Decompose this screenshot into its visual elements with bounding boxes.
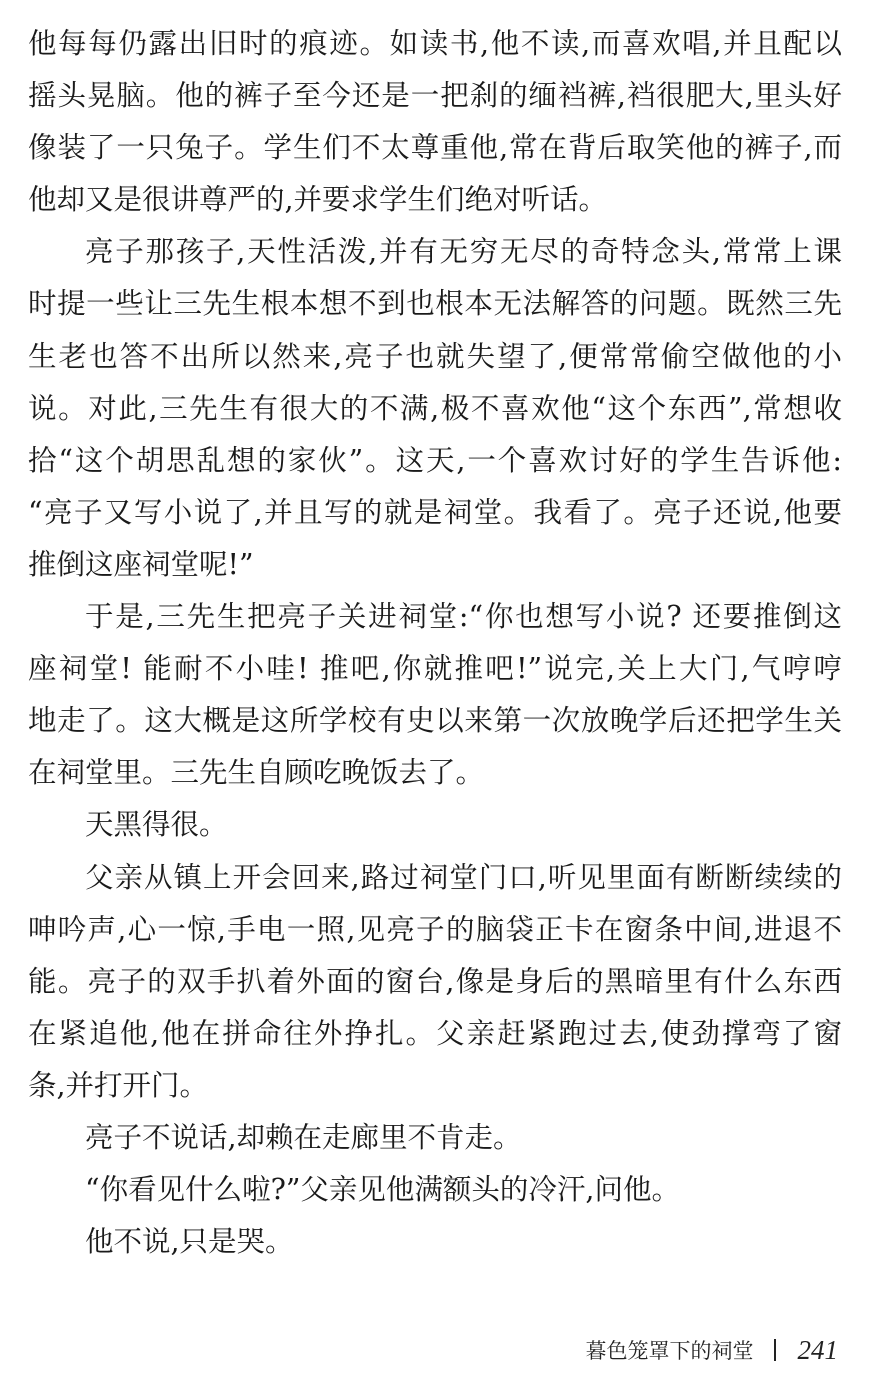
text-line: 说。对此,三先生有很大的不满,极不喜欢他“这个东西”,常想收 xyxy=(28,391,842,425)
paragraph xyxy=(28,799,842,851)
text-line: 生老也答不出所以然来,亮子也就失望了,便常常偷空做他的小 xyxy=(28,339,842,373)
text-line: 条,并打开门。 xyxy=(28,1068,209,1102)
text-line: 呻吟声,心一惊,手电一照,见亮子的脑袋正卡在窗条中间,进退不 xyxy=(28,912,842,946)
footer-divider xyxy=(774,1339,776,1361)
text-line: 亮子那孩子,天性活泼,并有无穷无尽的奇特念头,常常上课 xyxy=(85,235,842,269)
text-line: 亮子不说话,却赖在走廊里不肯走。 xyxy=(85,1120,522,1154)
page-number: 241 xyxy=(797,1334,838,1365)
text-line: 父亲从镇上开会回来,路过祠堂门口,听见里面有断断续续的 xyxy=(85,860,842,894)
text-line: 推倒这座祠堂呢!” xyxy=(28,547,254,581)
text-line: 摇头晃脑。他的裤子至今还是一把刹的缅裆裤,裆很肥大,里头好 xyxy=(28,79,842,113)
text-line: 在紧追他,他在拼命往外挣扎。父亲赶紧跑过去,使劲撑弯了窗 xyxy=(28,1016,842,1050)
text-line: 他不说,只是哭。 xyxy=(85,1225,294,1259)
text-line: 像装了一只兔子。学生们不太尊重他,常在背后取笑他的裤子,而 xyxy=(28,131,842,165)
text-line: “亮子又写小说了,并且写的就是祠堂。我看了。亮子还说,他要 xyxy=(28,495,842,529)
paragraph xyxy=(28,1216,842,1268)
text-line: 座祠堂! 能耐不小哇! 推吧,你就推吧!”说完,关上大门,气哼哼 xyxy=(28,652,842,686)
text-line: 在祠堂里。三先生自顾吃晚饭去了。 xyxy=(28,756,485,790)
text-line: 于是,三先生把亮子关进祠堂:“你也想写小说? 还要推倒这 xyxy=(85,600,842,634)
paragraph xyxy=(28,226,842,591)
paragraph xyxy=(28,852,842,1112)
text-line: 时提一些让三先生根本想不到也根本无法解答的问题。既然三先 xyxy=(28,287,842,321)
text-line: 能。亮子的双手扒着外面的窗台,像是身后的黑暗里有什么东西 xyxy=(28,964,842,998)
text-line: 他每每仍露出旧时的痕迹。如读书,他不读,而喜欢唱,并且配以 xyxy=(28,27,842,60)
text-line: 他却又是很讲尊严的,并要求学生们绝对听话。 xyxy=(28,183,608,217)
paragraph xyxy=(28,1164,842,1216)
text-line: 拾“这个胡思乱想的家伙”。这天,一个喜欢讨好的学生告诉他: xyxy=(28,443,842,477)
running-title: 暮色笼罩下的祠堂 xyxy=(585,1339,754,1363)
page-footer xyxy=(586,1333,839,1367)
body-text xyxy=(28,18,842,1268)
paragraph xyxy=(28,18,842,226)
paragraph xyxy=(28,591,842,799)
paragraph xyxy=(28,1112,842,1164)
text-line: 天黑得很。 xyxy=(85,808,228,842)
text-line: 地走了。这大概是这所学校有史以来第一次放晚学后还把学生关 xyxy=(28,704,842,738)
text-line: “你看见什么啦?”父亲见他满额头的冷汗,问他。 xyxy=(85,1173,680,1207)
